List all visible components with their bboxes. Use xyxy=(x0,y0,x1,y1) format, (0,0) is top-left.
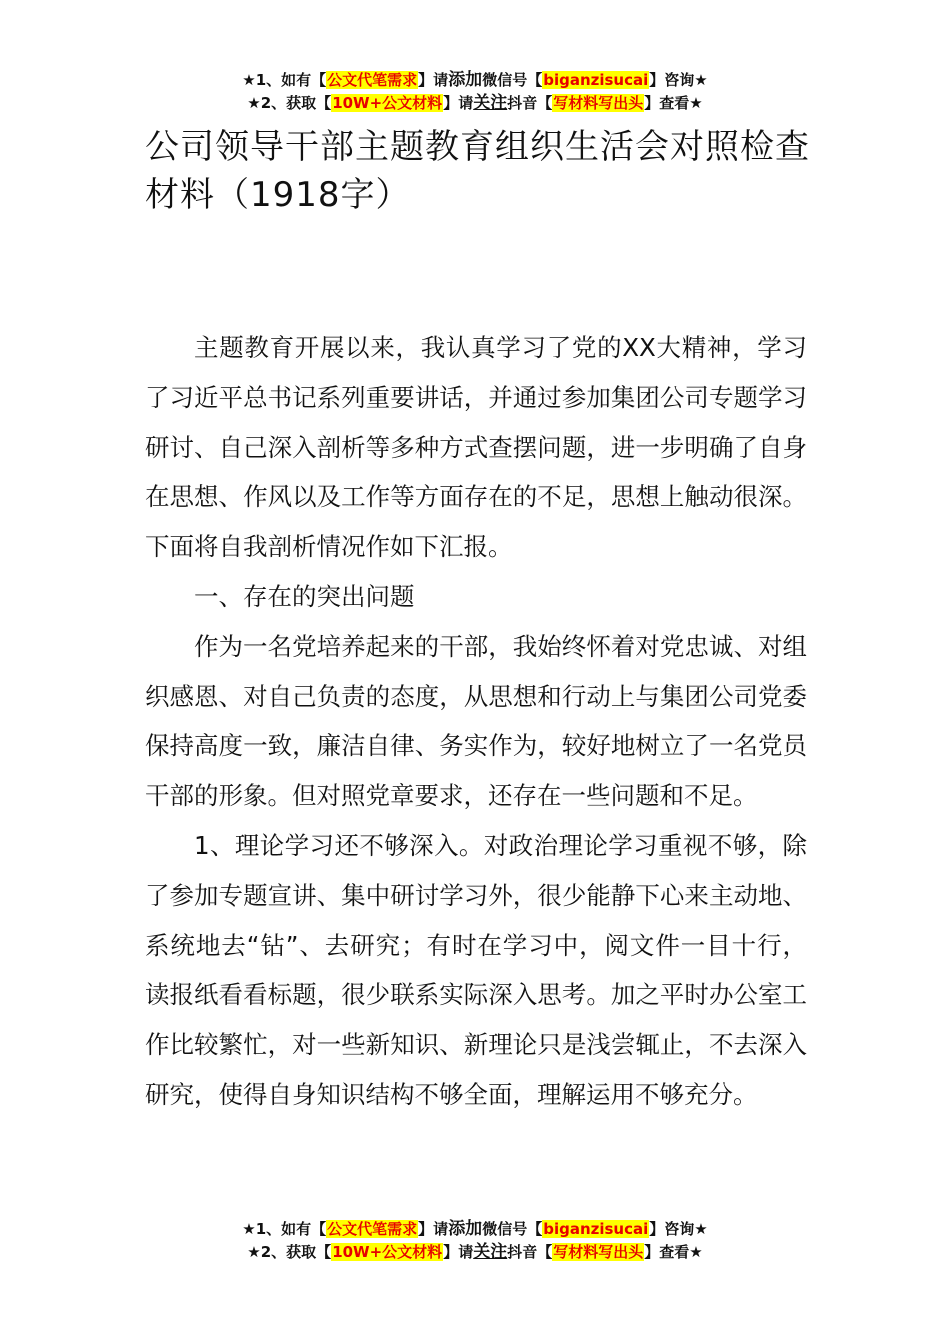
highlight-service: 公文代笔需求 xyxy=(327,71,418,89)
paragraph-point-1: 1、理论学习还不够深入。对政治理论学习重视不够，除了参加专题宣讲、集中研讨学习外，很少能静下心来主动地、系统地去“钻”、去研究；有时在学习中，阅文件一目十行，读报纸看看标题，很少联系实际深入思考。加之平时办公室工作比较繁忙，对一些新知识、新理论只是浅尝辄止，不去深入研究，使得自身知识结构不够全面，理解运用不够充分。 xyxy=(145,830,807,1109)
promo-line-1: ★1、如有【公文代笔需求】请添加微信号【biganzisucai】咨询★ xyxy=(242,1219,708,1239)
highlight-wechat-id: biganzisucai xyxy=(543,71,649,89)
paragraph-overview: 作为一名党培养起来的干部，我始终怀着对党忠诚、对组织感恩、对自己负责的态度，从思想和行动上与集团公司党委保持高度一致，廉洁自律、务实作为，较好地树立了一名党员干部的形象。但对照党章要求，还存在一些问题和不足。 xyxy=(145,631,807,811)
promo-banner-bottom xyxy=(0,1218,950,1264)
promo-line-2: ★2、获取【10W+公文材料】请关注抖音【写材料写出头】查看★ xyxy=(247,93,703,113)
document-body xyxy=(145,323,807,1120)
document-title: 公司领导干部主题教育组织生活会对照检查材料（1918字） xyxy=(145,127,810,215)
highlight-douyin-account: 写材料写出头 xyxy=(553,94,644,112)
highlight-wechat-id: biganzisucai xyxy=(543,1220,649,1238)
highlight-douyin-account: 写材料写出头 xyxy=(553,1243,644,1261)
paragraph-intro: 主题教育开展以来，我认真学习了党的XX大精神，学习了习近平总书记系列重要讲话，并通过参加集团公司专题学习研讨、自己深入剖析等多种方式查摆问题，进一步明确了自身在思想、作风以及工作等方面存在的不足，思想上触动很深。下面将自我剖析情况作如下汇报。 xyxy=(145,333,807,562)
highlight-materials: 10W+公文材料 xyxy=(332,1243,443,1261)
highlight-service: 公文代笔需求 xyxy=(327,1220,418,1238)
section-heading-1: 一、存在的突出问题 xyxy=(194,581,415,611)
promo-banner-top xyxy=(0,69,950,115)
highlight-materials: 10W+公文材料 xyxy=(332,94,443,112)
promo-line-2: ★2、获取【10W+公文材料】请关注抖音【写材料写出头】查看★ xyxy=(247,1242,703,1262)
promo-line-1: ★1、如有【公文代笔需求】请添加微信号【biganzisucai】咨询★ xyxy=(242,70,708,90)
